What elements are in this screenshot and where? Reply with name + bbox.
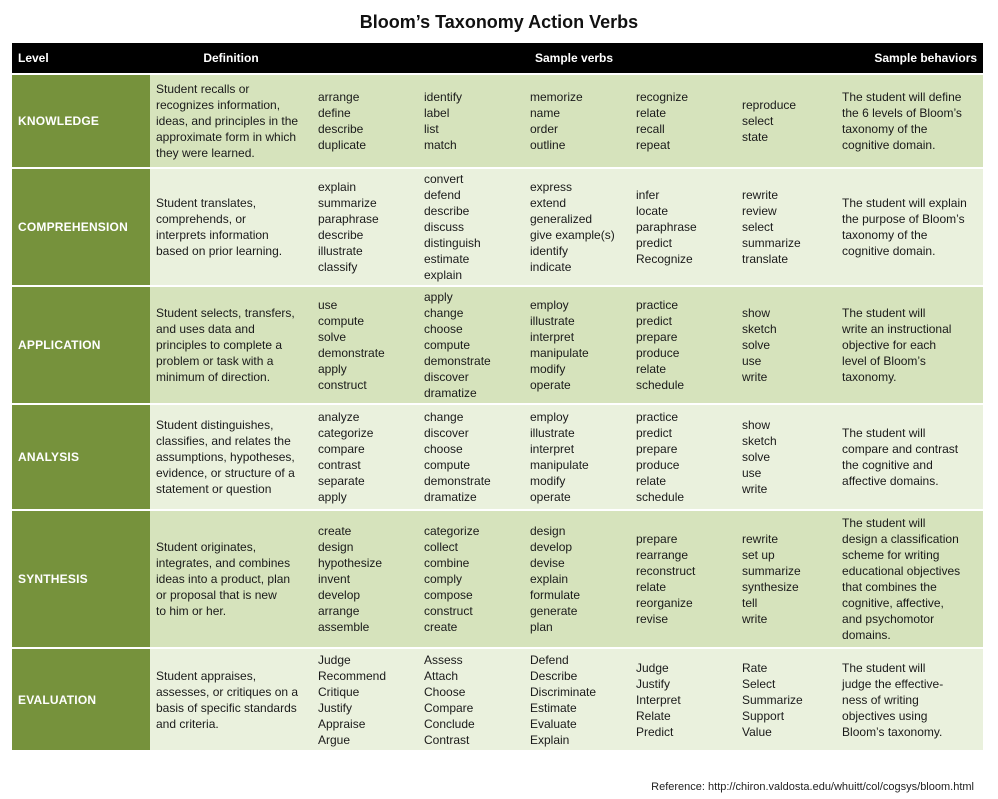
verb-item: produce [636, 346, 680, 360]
behavior-cell [836, 648, 983, 750]
behavior-line: The student will [842, 660, 926, 675]
behavior-line: cognitive domain. [842, 244, 936, 258]
verb-item: express [530, 180, 573, 194]
verb-item: predict [636, 236, 673, 250]
verb-item: separate [318, 474, 365, 488]
verb-item: practice [636, 298, 679, 312]
verb-item: interpret [530, 442, 575, 456]
verbs-cell [524, 286, 630, 404]
verb-item: generalized [530, 212, 593, 226]
verb-item: identify [530, 244, 569, 258]
verb-item: Rate [742, 660, 768, 675]
behavior-line: objective for each [842, 338, 937, 352]
definition-line: basis of specific standards [156, 700, 297, 715]
verb-item: show [742, 418, 771, 432]
verbs-cell [418, 510, 524, 648]
verb-item: Judge [636, 660, 669, 675]
table-row [12, 168, 983, 286]
behavior-line: The student will explain [842, 196, 967, 210]
verb-item: explain [530, 572, 569, 586]
verb-item: discover [424, 426, 469, 440]
verbs-cell [630, 168, 736, 286]
verbs-cell [630, 404, 736, 510]
definition-cell [150, 648, 312, 750]
verbs-cell [524, 74, 630, 168]
behavior-line: cognitive domain. [842, 138, 936, 152]
verb-item: compute [424, 458, 471, 472]
verbs-cell [418, 168, 524, 286]
verb-item: summarize [742, 564, 801, 578]
definition-line: recognizes information, [156, 98, 281, 112]
verb-item: rearrange [636, 548, 689, 562]
verb-item: illustrate [318, 244, 363, 258]
verb-item: describe [424, 204, 470, 218]
behavior-line: objectives using [842, 708, 928, 723]
level-cell: EVALUATION [12, 648, 150, 750]
definition-line: integrates, and combines [156, 556, 291, 570]
behavior-line: taxonomy of the [842, 122, 928, 136]
behavior-line: taxonomy of the [842, 228, 928, 242]
verb-item: define [318, 106, 351, 120]
verb-item: design [530, 524, 566, 538]
verb-item: state [742, 130, 769, 144]
verb-item: rewrite [742, 532, 779, 546]
verb-item: list [424, 122, 439, 136]
verb-item: Justify [318, 700, 353, 715]
verbs-cell [312, 404, 418, 510]
verb-item: memorize [530, 90, 583, 104]
definition-line: classifies, and relates the [156, 434, 291, 448]
definition-line: ideas, and principles in the [156, 114, 299, 128]
verb-item: prepare [636, 532, 678, 546]
verbs-cell [736, 168, 836, 286]
behavior-line: ness of writing [842, 692, 919, 707]
verb-item: solve [742, 450, 771, 464]
page-title: Bloom’s Taxonomy Action Verbs [359, 12, 639, 32]
reference-text: Reference: http://chiron.valdosta.edu/whuitt/col/cogsys/bloom.html [651, 781, 974, 793]
behavior-line: The student will [842, 426, 926, 440]
verb-item: manipulate [530, 458, 589, 472]
behavior-line: Bloom’s taxonomy. [842, 724, 943, 739]
definition-cell [150, 168, 312, 286]
verb-item: explain [318, 180, 357, 194]
verb-item: Choose [424, 684, 466, 699]
definition-cell [150, 510, 312, 648]
definition-line: to him or her. [156, 604, 227, 618]
behavior-line: taxonomy. [842, 370, 897, 384]
verb-item: contrast [318, 458, 361, 472]
verb-item: describe [318, 228, 364, 242]
definition-line: interprets information [156, 228, 269, 242]
verb-item: demonstrate [424, 474, 491, 488]
definition-line: Student selects, transfers, [156, 306, 295, 320]
verb-item: revise [636, 612, 669, 626]
table-row [12, 648, 983, 750]
verb-item: select [742, 220, 774, 234]
verb-item: distinguish [424, 236, 481, 250]
verbs-cell [630, 74, 736, 168]
bloom-taxonomy-table [12, 43, 983, 750]
verb-item: reconstruct [636, 564, 696, 578]
behavior-cell [836, 286, 983, 404]
verb-item: duplicate [318, 138, 367, 152]
definition-line: Student distinguishes, [156, 418, 274, 432]
verb-item: discover [424, 370, 469, 384]
verb-item: relate [636, 580, 667, 594]
verb-item: prepare [636, 330, 678, 344]
definition-line: and criteria. [156, 716, 219, 731]
verbs-cell [418, 286, 524, 404]
level-cell: COMPREHENSION [12, 168, 150, 286]
verb-item: construct [424, 604, 473, 618]
verb-item: choose [424, 442, 463, 456]
table-row [12, 74, 983, 168]
verb-item: rewrite [742, 188, 779, 202]
behavior-line: affective domains. [842, 474, 939, 488]
verbs-cell [524, 648, 630, 750]
behavior-line: the purpose of Bloom’s [842, 212, 965, 226]
verb-item: modify [530, 474, 566, 488]
verb-item: develop [530, 540, 573, 554]
verb-item: dramatize [424, 386, 477, 400]
verb-item: Discriminate [530, 684, 597, 699]
verb-item: write [742, 612, 768, 626]
definition-line: they were learned. [156, 146, 255, 160]
verb-item: assemble [318, 620, 370, 634]
verb-item: explain [424, 268, 463, 282]
definition-line: approximate form in which [156, 130, 297, 144]
verb-item: identify [424, 90, 463, 104]
behavior-line: The student will [842, 306, 926, 320]
verbs-cell [630, 648, 736, 750]
verb-item: predict [636, 426, 673, 440]
verb-item: schedule [636, 490, 685, 504]
definition-line: principles to complete a [156, 338, 283, 352]
verb-item: Compare [424, 700, 474, 715]
verb-item: describe [318, 122, 364, 136]
behavior-cell [836, 510, 983, 648]
verb-item: interpret [530, 330, 575, 344]
verb-item: match [424, 138, 457, 152]
verb-item: summarize [742, 236, 801, 250]
behavior-line: The student will [842, 516, 926, 530]
verb-item: synthesize [742, 580, 799, 594]
verb-item: produce [636, 458, 680, 472]
definition-line: comprehends, or [156, 212, 247, 226]
behavior-line: judge the effective- [842, 676, 944, 691]
verbs-cell [630, 286, 736, 404]
verb-item: apply [318, 490, 347, 504]
verb-item: Contrast [424, 732, 470, 747]
definition-line: Student originates, [156, 540, 257, 554]
behavior-line: scheme for writing [842, 548, 940, 562]
verb-item: collect [424, 540, 459, 554]
header-sample-verbs: Sample verbs [535, 51, 614, 65]
verbs-cell [418, 404, 524, 510]
verb-item: employ [530, 298, 569, 312]
verb-item: sketch [742, 434, 777, 448]
verbs-cell [524, 168, 630, 286]
verb-item: classify [318, 260, 358, 274]
verb-item: compute [318, 314, 365, 328]
verb-item: Predict [636, 724, 674, 739]
verb-item: compare [318, 442, 365, 456]
verb-item: employ [530, 410, 569, 424]
verb-item: categorize [424, 524, 480, 538]
verb-item: convert [424, 172, 464, 186]
definition-line: problem or task with a [156, 354, 274, 368]
verb-item: Defend [530, 652, 569, 667]
behavior-line: educational objectives [842, 564, 961, 578]
verbs-cell [736, 286, 836, 404]
verb-item: write [742, 482, 768, 496]
verbs-cell [312, 510, 418, 648]
verb-item: summarize [318, 196, 377, 210]
behavior-line: level of Bloom’s [842, 354, 926, 368]
header-sample-behaviors: Sample behaviors [874, 51, 978, 65]
verb-item: illustrate [530, 426, 575, 440]
verb-item: apply [318, 362, 347, 376]
verb-item: compose [424, 588, 473, 602]
verb-item: Explain [530, 732, 570, 747]
definition-line: evidence, or structure of a [156, 466, 295, 480]
verbs-cell [736, 74, 836, 168]
verb-item: relate [636, 362, 667, 376]
verb-item: comply [424, 572, 463, 586]
verb-item: Assess [424, 652, 463, 667]
verb-item: formulate [530, 588, 581, 602]
verb-item: Judge [318, 652, 351, 667]
verb-item: apply [424, 290, 453, 304]
verb-item: manipulate [530, 346, 589, 360]
verbs-cell [736, 648, 836, 750]
definition-line: Student recalls or [156, 82, 250, 96]
level-cell: KNOWLEDGE [12, 74, 150, 168]
verb-item: infer [636, 188, 660, 202]
verb-item: solve [318, 330, 347, 344]
verb-item: solve [742, 338, 771, 352]
verb-item: Recognize [636, 252, 693, 266]
verb-item: Conclude [424, 716, 475, 731]
verb-item: dramatize [424, 490, 477, 504]
behavior-cell [836, 74, 983, 168]
definition-line: Student translates, [156, 196, 257, 210]
verb-item: demonstrate [318, 346, 385, 360]
verb-item: Value [742, 724, 772, 739]
verbs-cell [736, 404, 836, 510]
header-definition: Definition [203, 51, 259, 65]
verbs-cell [312, 648, 418, 750]
verb-item: illustrate [530, 314, 575, 328]
verb-item: Critique [318, 684, 360, 699]
behavior-line: and psychomotor [842, 612, 935, 626]
verb-item: Argue [318, 732, 351, 747]
verb-item: indicate [530, 260, 572, 274]
verb-item: practice [636, 410, 679, 424]
table-row [12, 510, 983, 648]
definition-line: based on prior learning. [156, 244, 283, 258]
verb-item: locate [636, 204, 669, 218]
verb-item: paraphrase [636, 220, 697, 234]
verb-item: change [424, 410, 464, 424]
verb-item: categorize [318, 426, 374, 440]
verb-item: generate [530, 604, 578, 618]
verb-item: set up [742, 548, 775, 562]
verb-item: reproduce [742, 98, 797, 112]
verb-item: repeat [636, 138, 671, 152]
verb-item: tell [742, 596, 758, 610]
verb-item: arrange [318, 604, 360, 618]
verb-item: hypothesize [318, 556, 383, 570]
behavior-line: cognitive, affective, [842, 596, 944, 610]
definition-line: ideas into a product, plan [156, 572, 291, 586]
verb-item: develop [318, 588, 361, 602]
verb-item: choose [424, 322, 463, 336]
verb-item: relate [636, 474, 667, 488]
verb-item: recognize [636, 90, 689, 104]
verb-item: operate [530, 378, 571, 392]
verb-item: modify [530, 362, 566, 376]
verbs-cell [312, 168, 418, 286]
definition-line: assumptions, hypotheses, [156, 450, 295, 464]
verb-item: discuss [424, 220, 465, 234]
verb-item: Support [742, 708, 785, 723]
verb-item: order [530, 122, 559, 136]
verb-item: Describe [530, 668, 578, 683]
behavior-line: design a classification [842, 532, 959, 546]
verb-item: devise [530, 556, 565, 570]
level-cell: SYNTHESIS [12, 510, 150, 648]
definition-line: assesses, or critiques on a [156, 684, 299, 699]
verb-item: Select [742, 676, 776, 691]
definition-line: or proposal that is new [156, 588, 277, 602]
definition-line: and uses data and [156, 322, 255, 336]
definition-cell [150, 74, 312, 168]
header-level: Level [18, 51, 49, 65]
verb-item: give example(s) [530, 228, 615, 242]
verb-item: reorganize [636, 596, 693, 610]
verb-item: Summarize [742, 692, 803, 707]
verb-item: show [742, 306, 771, 320]
verb-item: Recommend [318, 668, 387, 683]
behavior-line: domains. [842, 628, 891, 642]
verb-item: name [530, 106, 561, 120]
behavior-line: write an instructional [842, 322, 952, 336]
verbs-cell [312, 74, 418, 168]
verb-item: schedule [636, 378, 685, 392]
verb-item: change [424, 306, 464, 320]
verb-item: combine [424, 556, 470, 570]
verb-item: use [742, 354, 762, 368]
verb-item: analyze [318, 410, 360, 424]
verbs-cell [630, 510, 736, 648]
verb-item: demonstrate [424, 354, 491, 368]
verbs-cell [418, 648, 524, 750]
verb-item: use [742, 466, 762, 480]
verb-item: prepare [636, 442, 678, 456]
verbs-cell [524, 404, 630, 510]
verb-item: label [424, 106, 450, 120]
behavior-line: The student will define [842, 90, 962, 104]
verb-item: Interpret [636, 692, 681, 707]
verb-item: extend [530, 196, 567, 210]
level-cell: ANALYSIS [12, 404, 150, 510]
table-header-row [12, 43, 983, 74]
verb-item: Appraise [318, 716, 366, 731]
verb-item: defend [424, 188, 461, 202]
verbs-cell [524, 510, 630, 648]
verb-item: create [424, 620, 458, 634]
behavior-line: that combines the [842, 580, 937, 594]
verb-item: Attach [424, 668, 459, 683]
table-row [12, 286, 983, 404]
behavior-cell [836, 168, 983, 286]
verb-item: Justify [636, 676, 671, 691]
verb-item: estimate [424, 252, 470, 266]
verb-item: Evaluate [530, 716, 577, 731]
verb-item: plan [530, 620, 553, 634]
behavior-line: compare and contrast [842, 442, 959, 456]
behavior-cell [836, 404, 983, 510]
verb-item: write [742, 370, 768, 384]
verb-item: construct [318, 378, 367, 392]
verb-item: relate [636, 106, 667, 120]
level-cell: APPLICATION [12, 286, 150, 404]
verb-item: use [318, 298, 338, 312]
behavior-line: the cognitive and [842, 458, 933, 472]
verb-item: translate [742, 252, 789, 266]
verb-item: select [742, 114, 774, 128]
definition-line: Student appraises, [156, 668, 257, 683]
verbs-cell [736, 510, 836, 648]
verb-item: predict [636, 314, 673, 328]
verbs-cell [312, 286, 418, 404]
verb-item: invent [318, 572, 351, 586]
verb-item: arrange [318, 90, 360, 104]
verb-item: design [318, 540, 354, 554]
verb-item: Relate [636, 708, 671, 723]
verb-item: Estimate [530, 700, 577, 715]
definition-line: minimum of direction. [156, 370, 271, 384]
verb-item: review [742, 204, 777, 218]
verb-item: compute [424, 338, 471, 352]
verb-item: create [318, 524, 352, 538]
verb-item: recall [636, 122, 665, 136]
verbs-cell [418, 74, 524, 168]
definition-cell [150, 286, 312, 404]
definition-line: statement or question [156, 482, 272, 496]
behavior-line: the 6 levels of Bloom’s [842, 106, 962, 120]
definition-cell [150, 404, 312, 510]
table-row [12, 404, 983, 510]
verb-item: sketch [742, 322, 777, 336]
verb-item: paraphrase [318, 212, 379, 226]
verb-item: outline [530, 138, 566, 152]
verb-item: operate [530, 490, 571, 504]
